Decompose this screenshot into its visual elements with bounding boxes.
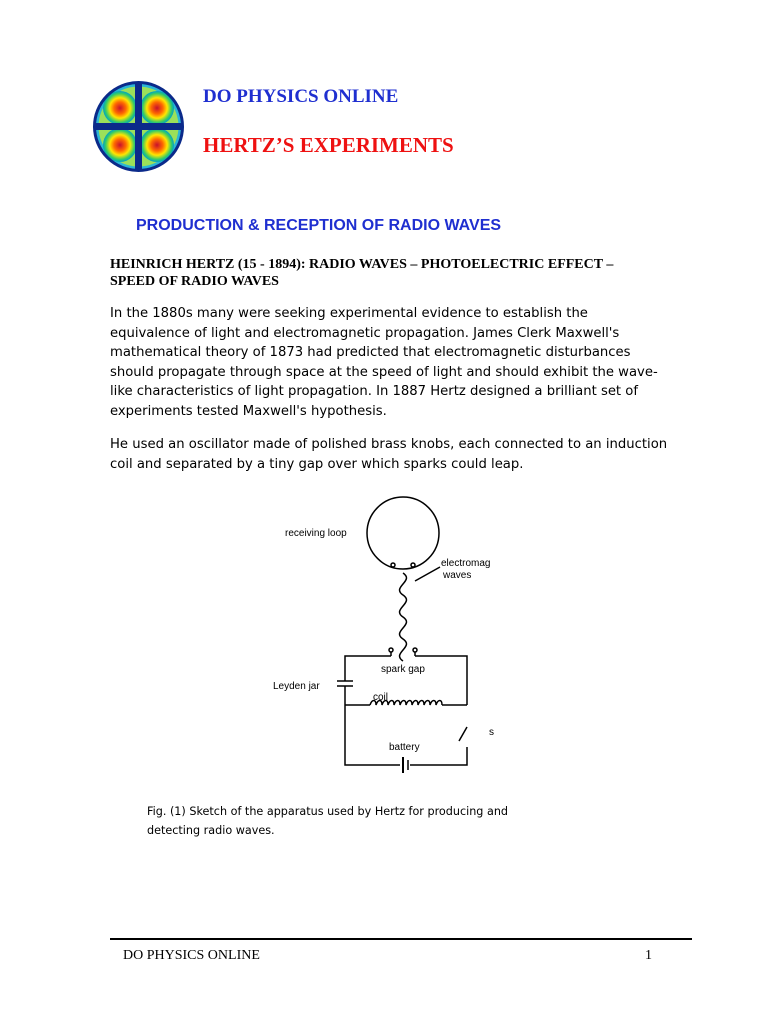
label-battery: battery	[389, 742, 420, 753]
page-number: 1	[645, 948, 652, 963]
electromagnetic-wave	[400, 573, 407, 661]
label-electromag: electromag	[441, 558, 491, 569]
footer-rule	[110, 938, 692, 940]
footer-title: DO PHYSICS ONLINE	[123, 948, 260, 963]
intro-paragraph: In the 1880s many were seeking experimental evidence to establish the equivalence of light and electromagnetic propagation. James Clerk Maxwell's mathematical theory of 1873 had predicted that electromagnetic disturbances should propagate through space at the speed of light and should exhibit the wave-like characteristics of light propagation. In 1887 Hertz designed a brilliant set of experiments tested Maxwell's hypothesis.	[110, 306, 658, 419]
page-title: HERTZ’S EXPERIMENTS	[203, 133, 454, 157]
section-heading: PRODUCTION & RECEPTION OF RADIO WAVES	[136, 217, 502, 234]
leyden-jar-capacitor	[337, 681, 353, 686]
label-leyden-jar: Leyden jar	[273, 681, 320, 692]
figure-caption-line-2: detecting radio waves.	[147, 824, 275, 837]
hertz-apparatus-diagram	[265, 495, 505, 780]
wave-pattern-logo	[92, 80, 185, 173]
site-title: DO PHYSICS ONLINE	[203, 86, 399, 107]
label-coil: coil	[373, 692, 389, 703]
figure-caption	[147, 802, 587, 840]
label-receiving-loop: receiving loop	[285, 528, 347, 539]
oscillator-paragraph: He used an oscillator made of polished brass knobs, each connected to an induction coil and separated by a tiny gap over which sparks could leap.	[110, 437, 668, 472]
label-switch: s	[489, 727, 494, 738]
receiving-loop-circle	[367, 497, 439, 569]
subheading: HEINRICH HERTZ (15 - 1894): RADIO WAVES – PHOTOELECTRIC EFFECT – SPEED OF RADIO WAVES	[110, 257, 614, 289]
switch	[459, 727, 467, 741]
figure-caption-line-1: Fig. (1) Sketch of the apparatus used by Hertz for producing and	[147, 805, 509, 818]
label-waves: waves	[443, 570, 472, 581]
label-spark-gap: spark gap	[381, 664, 425, 675]
